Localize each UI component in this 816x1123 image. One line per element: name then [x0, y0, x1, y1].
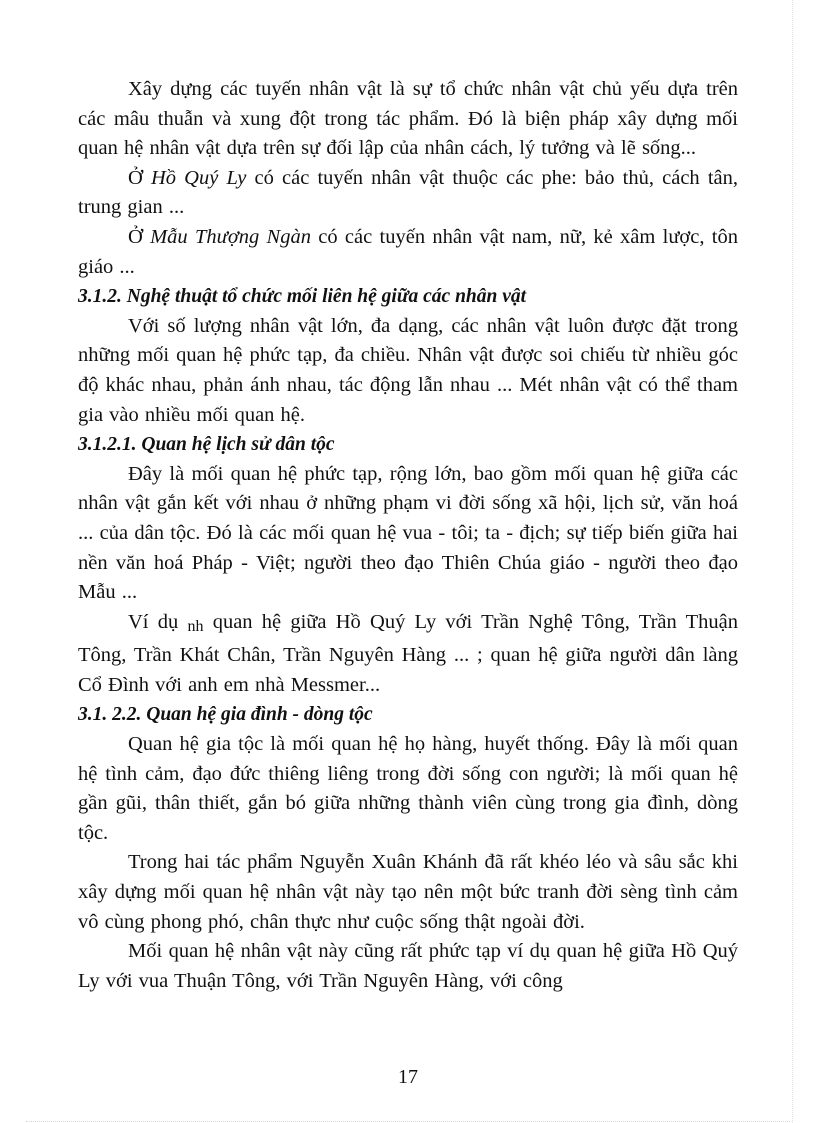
footer-divider	[26, 1121, 790, 1122]
text-run: có các tuyến nhân vật thuộc các phe: bảo thủ, cách tân, trung gian ...	[78, 166, 738, 219]
paragraph-character-lines: Xây dựng các tuyến nhân vật là sự tổ chức nhân vật chủ yếu dựa trên các mâu thuẫn và xung đột trong tác phẩm. Đó là biện pháp xây dựng mối quan hệ nhân vật dựa trên sự đối lập của nhân cách, lý tưởng và lẽ sống...	[78, 78, 738, 160]
paragraph-example	[78, 608, 738, 701]
work-title: Mẫu Thượng Ngàn	[150, 225, 311, 248]
text-run: Ở	[128, 225, 151, 248]
subscript-fragment: nh	[187, 617, 204, 635]
paragraph-complex-relations: Mối quan hệ nhân vật này cũng rất phức tạp ví dụ quan hệ giữa Hồ Quý Ly với vua Thuận Tông, với Trần Nguyên Hàng, với công	[78, 940, 738, 992]
text-run: Ví dụ	[128, 610, 188, 633]
work-title: Hồ Quý Ly	[150, 166, 247, 189]
text-run: có các tuyến nhân vật nam, nữ, kẻ xâm lược, tôn giáo ...	[78, 225, 738, 278]
page-body	[78, 75, 738, 996]
text-run: Ở	[128, 166, 151, 189]
text-run: quan hệ giữa Hồ Quý Ly với Trần Nghệ Tông, Trần Thuận Tông, Trần Khát Chân, Trần Nguyên Hàng ... ; quan hệ giữa người dân làng Cổ Đình với anh em nhà Messmer...	[78, 610, 738, 696]
section-heading-3-1-2-2: 3.1. 2.2. Quan hệ gia đình - dòng tộc	[78, 704, 373, 726]
paragraph-national-history: Đây là mối quan hệ phức tạp, rộng lớn, bao gồm mối quan hệ giữa các nhân vật gắn kết với nhau ở những phạm vi đời sống xã hội, lịch sử, văn hoá ... của dân tộc. Đó là các mối quan hệ vua - tôi; ta - địch; sự tiếp biến giữa hai nền văn hoá Pháp - Việt; người theo đạo Thiên Chúa giáo - người theo đạo Mẫu ...	[78, 462, 738, 604]
paragraph-family-relations: Quan hệ gia tộc là mối quan hệ họ hàng, huyết thống. Đây là mối quan hệ tình cảm, đạo đức thiêng liêng trong đời sống con người; là mối quan hệ gần gũi, thân thiết, gắn bó giữa những thành viên cùng trong gia đình, dòng tộc.	[78, 733, 738, 844]
margin-guide	[792, 0, 793, 1123]
paragraph-relationships-overview: Với số lượng nhân vật lớn, đa dạng, các nhân vật luôn được đặt trong những mối quan hệ phức tạp, đa chiều. Nhân vật được soi chiếu từ nhiều góc độ khác nhau, phản ánh nhau, tác động lẫn nhau ... Mét nhân vật có thể tham gia vào nhiều mối quan hệ.	[78, 314, 738, 426]
paragraph-mau-thuong-ngan	[78, 223, 738, 282]
section-heading-3-1-2: 3.1.2. Nghệ thuật tổ chức mối liên hệ giữa các nhân vật	[78, 286, 527, 308]
paragraph-ho-quy-ly	[78, 164, 738, 223]
section-heading-3-1-2-1: 3.1.2.1. Quan hệ lịch sử dân tộc	[78, 434, 335, 456]
page-number: 17	[398, 1066, 418, 1088]
paragraph-two-works: Trong hai tác phẩm Nguyễn Xuân Khánh đã rất khéo léo và sâu sắc khi xây dựng mối quan hệ nhân vật này tạo nên một bức tranh đời sèng tình cảm vô cùng phong phó, chân thực như cuộc sống thật ngoài đời.	[78, 851, 738, 933]
